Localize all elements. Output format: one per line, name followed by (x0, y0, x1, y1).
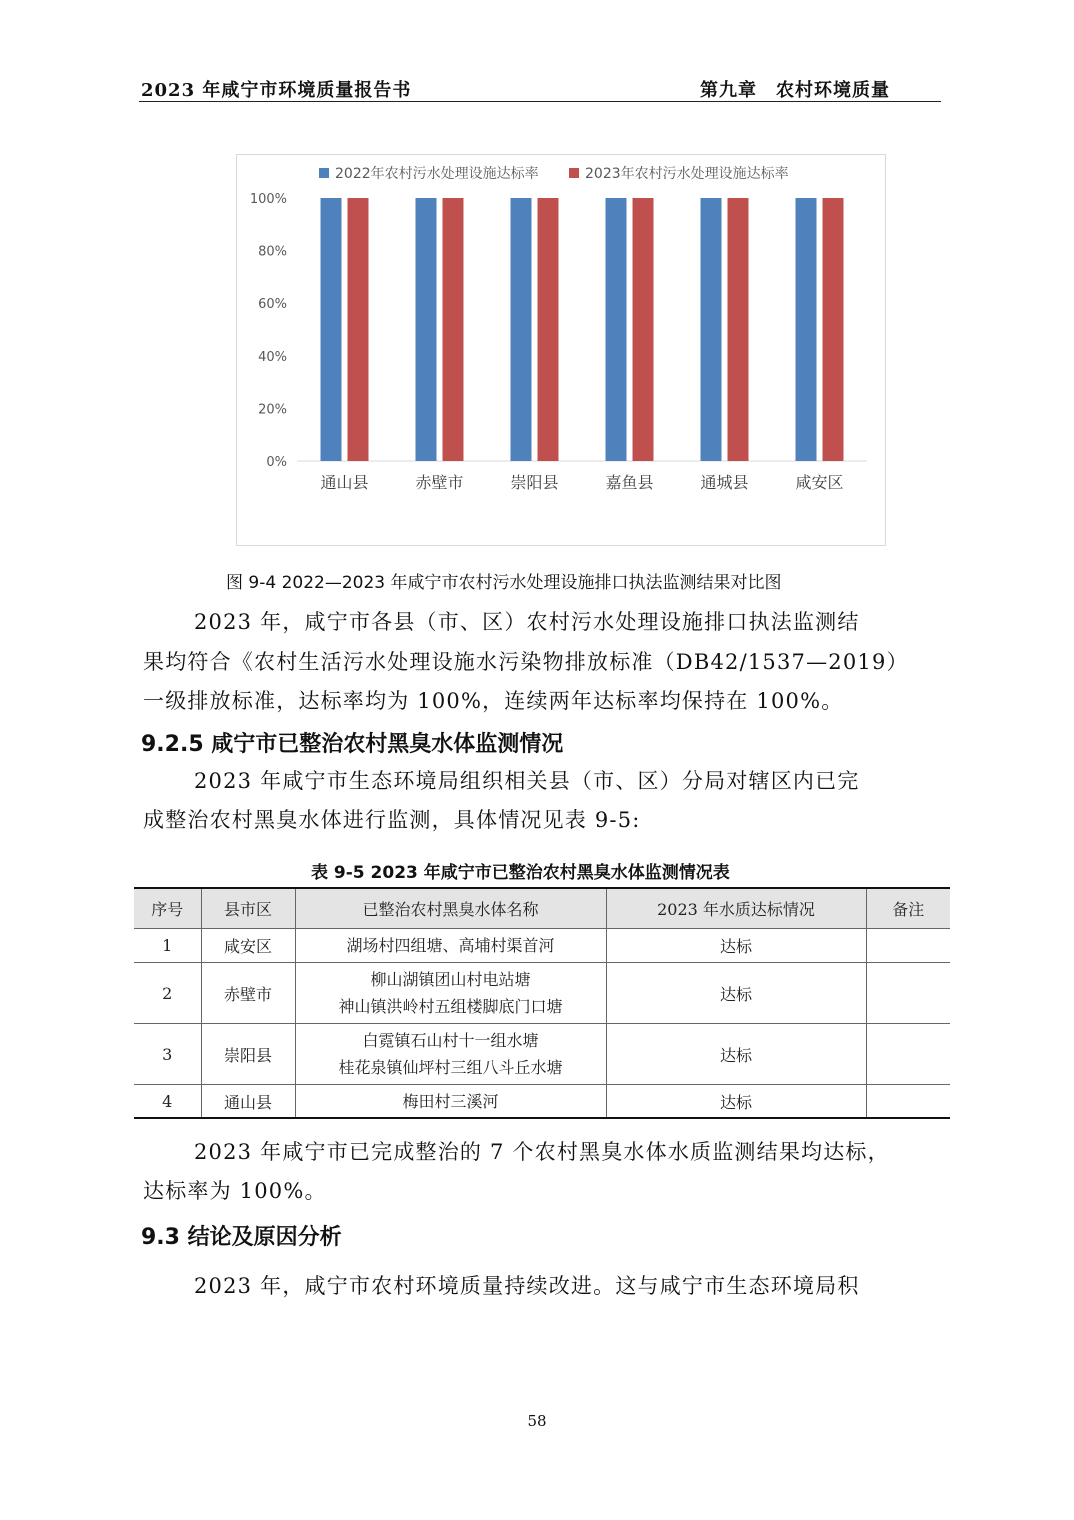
bar-2023 (348, 198, 369, 461)
cell-status: 达标 (606, 963, 866, 1024)
cell-name (295, 1085, 606, 1119)
bar-2023 (443, 198, 464, 461)
legend-label: 2022年农村污水处理设施达标率 (335, 166, 539, 182)
header-cell-name: 已整治农村黑臭水体名称 (295, 888, 606, 929)
cell-name (295, 929, 606, 963)
x-category-label: 赤壁市 (415, 473, 464, 492)
section-heading-9-2-5: 9.2.5 咸宁市已整治农村黑臭水体监测情况 (141, 732, 564, 757)
figure-9-4-chart (236, 154, 886, 546)
cell-county: 赤壁市 (201, 963, 295, 1024)
header-left: 2023 年咸宁市环境质量报告书 (141, 80, 412, 101)
bar-2023 (538, 198, 559, 461)
bar-2022 (701, 198, 722, 461)
x-category-label: 崇阳县 (510, 473, 559, 492)
header-cell-no: 序号 (134, 888, 201, 929)
y-tick-label: 80% (258, 244, 287, 260)
legend-label: 2023年农村污水处理设施达标率 (585, 166, 789, 182)
y-tick-label: 60% (258, 297, 287, 313)
paragraph-1-line-1: 2023 年，咸宁市各县（市、区）农村污水处理设施排口执法监测结 (194, 610, 860, 634)
cell-status: 达标 (606, 929, 866, 963)
table-caption: 表 9-5 2023 年咸宁市已整治农村黑臭水体监测情况表 (311, 863, 730, 883)
table-row (134, 1085, 950, 1119)
x-category-label: 通城县 (700, 473, 749, 492)
header-cell-status: 2023 年水质达标情况 (606, 888, 866, 929)
y-tick-label: 100% (249, 192, 287, 207)
table-row (134, 1024, 950, 1085)
section-heading-9-3: 9.3 结论及原因分析 (141, 1225, 342, 1250)
table-row (134, 963, 950, 1024)
cell-name (295, 963, 606, 1024)
cell-no: 3 (134, 1024, 201, 1085)
bar-2023 (823, 198, 844, 461)
cell-note (866, 929, 950, 963)
cell-note (866, 1085, 950, 1119)
legend-swatch (319, 168, 329, 178)
bar-2022 (416, 198, 437, 461)
legend-swatch (569, 168, 579, 178)
water-body-name: 梅田村三溪河 (402, 1091, 499, 1111)
header-right: 第九章 农村环境质量 (700, 80, 890, 101)
cell-no: 2 (134, 963, 201, 1024)
water-body-name: 柳山湖镇团山村电站塘 (370, 970, 531, 989)
cell-no: 4 (134, 1085, 201, 1119)
cell-name (295, 1024, 606, 1085)
cell-status: 达标 (606, 1085, 866, 1119)
x-category-label: 通山县 (320, 473, 369, 492)
y-tick-label: 40% (258, 349, 287, 365)
cell-note (866, 1024, 950, 1085)
paragraph-4-line-1: 2023 年，咸宁市农村环境质量持续改进。这与咸宁市生态环境局积 (194, 1274, 860, 1298)
water-body-name: 神山镇洪岭村五组楼脚底门口塘 (338, 997, 563, 1016)
table-header-row (134, 888, 950, 929)
figure-caption: 图 9-4 2022—2023 年咸宁市农村污水处理设施排口执法监测结果对比图 (226, 573, 782, 593)
water-body-name: 白霓镇石山村十一组水塘 (362, 1031, 539, 1050)
bar-2022 (796, 198, 817, 461)
paragraph-1-line-2: 果均符合《农村生活污水处理设施水污染物排放标准（DB42/1537—2019） (143, 650, 909, 674)
paragraph-2-line-1: 2023 年咸宁市生态环境局组织相关县（市、区）分局对辖区内已完 (194, 769, 860, 793)
cell-county: 咸安区 (201, 929, 295, 963)
cell-no: 1 (134, 929, 201, 963)
table-9-5 (134, 887, 950, 1119)
paragraph-1-line-3: 一级排放标准，达标率均为 100%，连续两年达标率均保持在 100%。 (143, 689, 844, 713)
cell-status: 达标 (606, 1024, 866, 1085)
bar-chart (237, 155, 885, 545)
cell-county: 崇阳县 (201, 1024, 295, 1085)
y-tick-label: 0% (266, 455, 287, 470)
water-body-name: 湖场村四组塘、高埔村渠首河 (346, 936, 555, 955)
x-category-label: 咸安区 (795, 473, 844, 492)
bar-2023 (728, 198, 749, 461)
bar-2023 (633, 198, 654, 461)
page-number: 58 (527, 1412, 547, 1430)
bar-2022 (321, 198, 342, 461)
header-rule (139, 101, 941, 102)
header-cell-county: 县市区 (201, 888, 295, 929)
table-row (134, 929, 950, 963)
paragraph-2-line-2: 成整治农村黑臭水体进行监测，具体情况见表 9-5: (143, 808, 641, 832)
paragraph-3-line-2: 达标率为 100%。 (143, 1179, 327, 1203)
header-cell-note: 备注 (866, 888, 950, 929)
bar-2022 (606, 198, 627, 461)
paragraph-3-line-1: 2023 年咸宁市已完成整治的 7 个农村黑臭水体水质监测结果均达标， (194, 1140, 890, 1164)
y-tick-label: 20% (258, 402, 287, 418)
cell-note (866, 963, 950, 1024)
bar-2022 (511, 198, 532, 461)
cell-county: 通山县 (201, 1085, 295, 1119)
x-category-label: 嘉鱼县 (605, 473, 654, 492)
water-body-name: 桂花泉镇仙坪村三组八斗丘水塘 (338, 1058, 563, 1077)
